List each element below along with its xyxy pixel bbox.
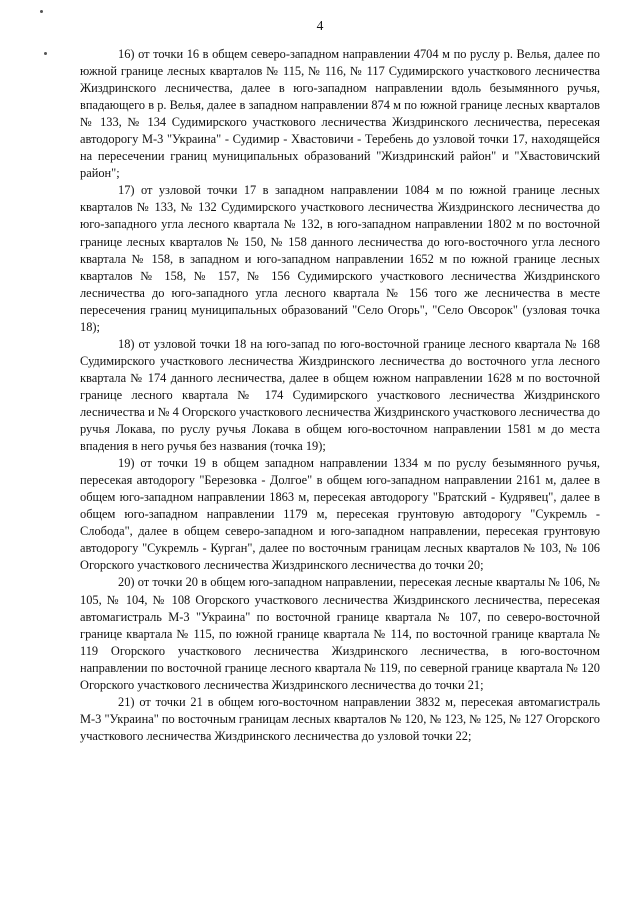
paragraph-21: 21) от точки 21 в общем юго-восточном направлении 3832 м, пересекая автомагистраль М-3 "Украина" по восточным границам лесных кварталов № 120, № 123, № 125, № 127 Огорского участкового лесничества Жиздринского лесничества до узловой точки 22; (80, 694, 600, 743)
paragraph-17: 17) от узловой точки 17 в западном направлении 1084 м по южной границе лесных кварталов № 133, № 132 Судимирского участкового лесничества Жиздринского лесничества до юго-западного угла лесного квартала № 132, в юго-западном направлении 1802 м по восточной границе лесных кварталов № 150, № 158 данного лесничества до юго-восточного угла лесного квартала № 158, в западном и юго-западном направлении 1652 м по южной границе лесных кварталов № 158, № 157, № 156 Судимирского участкового лесничества Жиздринского лесничества до юго-западного угла лесного квартала № 156 того же лесничества в месте пересечения границ муниципальных образований "Село Огорь", "Село Овсорок" (узловая точка 18); (80, 183, 600, 334)
paragraph-18: 18) от узловой точки 18 на юго-запад по юго-восточной границе лесного квартала № 168 Судимирского участкового лесничества Жиздринского лесничества до восточного угла лесного квартала № 174 данного лесничества, далее в общем южном направлении 1628 м по восточной границе лесного квартала № 174 Судимирского участкового лесничества Жиздринского лесничества и № 4 Огорского участкового лесничества Жиздринского участкового лесничества до ручья Локава, по руслу ручья Локава в общем юго-восточном направлении 1581 м до места впадения в него ручья без названия (точка 19); (80, 336, 600, 454)
scan-speck (40, 10, 43, 13)
page-number: 4 (316, 18, 324, 33)
paragraph-16: 16) от точки 16 в общем северо-западном направлении 4704 м по руслу р. Велья, далее по южной границе лесных кварталов № 115, № 116, № 117 Судимирского участкового лесничества Жиздринского лесничества, далее в юго-западном направлении вдоль безымянного ручья, впадающего в р. Велья, далее в западном направлении 874 м по южной границе лесных кварталов № 133, № 134 Судимирского участкового лесничества Жиздринского лесничества, пересекая автодорогу М-3 "Украина" - Судимир - Хвастовичи - Теребень до узловой точки 17, находящейся на пересечении границ муниципальных образований "Жиздринский район" и "Хвастовичский район"; (80, 47, 600, 181)
paragraph-20: 20) от точки 20 в общем юго-западном направлении, пересекая лесные кварталы № 106, № 105, № 104, № 108 Огорского участкового лесничества Жиздринского лесничества, пересекая автомагистраль М-3 "Украина" по восточной границе квартала № 107, по северо-восточной границе квартала № 115, по южной границе квартала № 114, по восточной границе квартала № 119 Огорского участкового лесничества Жиздринского лесничества, в юго-восточном направлении по восточной границе лесного квартала № 119, по северной границе квартала № 120 Огорского участкового лесничества Жиздринского лесничества до точки 21; (80, 575, 600, 692)
document-body (80, 46, 600, 745)
scan-speck (44, 52, 47, 55)
paragraph-19: 19) от точки 19 в общем западном направлении 1334 м по руслу безымянного ручья, пересекая автодорогу "Березовка - Долгое" в общем юго-западном направлении 2161 м, далее в общем юго-западном направлении 1863 м, пересекая автодорогу "Братский - Кудрявец", далее в общем юго-западном направлении 1179 м, пересекая грунтовую автодорогу "Сукремль - Слобода", далее в общем северо-западном и юго-западном направлении, пересекая грунтовую автодорогу "Сукремль - Курган", далее по восточным границам лесных кварталов № 103, № 106 Огорского участкового лесничества Жиздринского лесничества до точки 20; (80, 456, 600, 573)
